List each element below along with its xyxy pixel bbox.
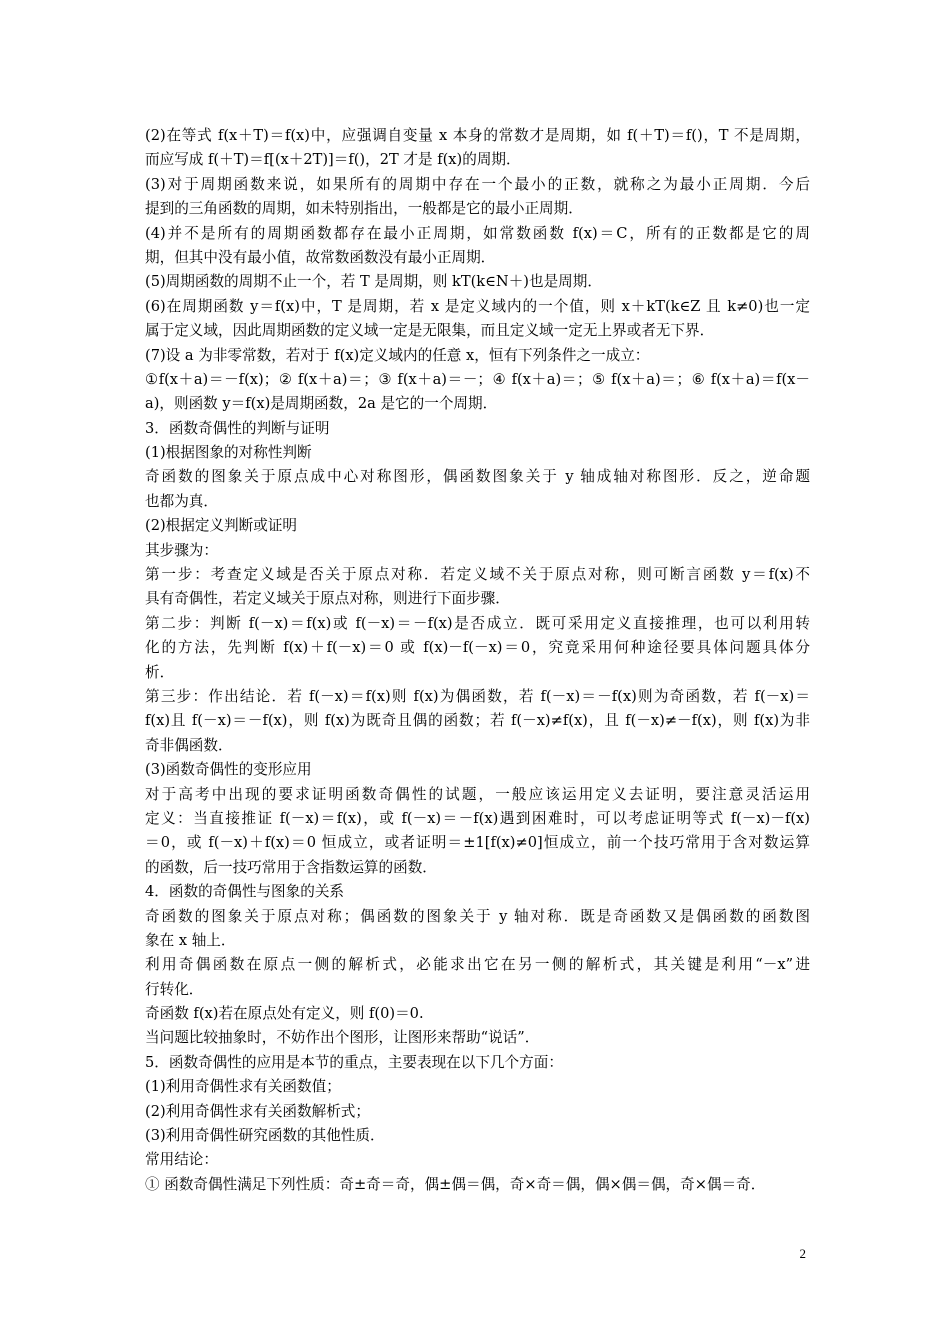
text-line: (6)在周期函数 y＝f(x)中，T 是周期，若 x 是定义域内的一个值，则 x＋kT(k∈Z 且 k≠0)也一定 xyxy=(145,297,810,315)
text-line: (2)在等式 f(x＋T)＝f(x)中，应强调自变量 x 本身的常数才是周期，如 f(＋T)＝f()，T 不是周期， xyxy=(145,127,810,144)
page-number: 2 xyxy=(799,1246,806,1261)
text-line: 其步骤为： xyxy=(145,541,218,559)
text-line: 对于高考中出现的要求证明函数奇偶性的试题，一般应该运用定义去证明，要注意灵活运用 xyxy=(145,785,810,803)
text-line: 奇函数的图象关于原点对称；偶函数的图象关于 y 轴对称．既是奇函数又是偶函数的函数图 xyxy=(145,907,810,925)
text-line: 第三步：作出结论．若 f(－x)＝f(x)则 f(x)为偶函数，若 f(－x)＝－f(x)则为奇函数，若 f(－x)＝ xyxy=(145,687,810,705)
text-line: 当问题比较抽象时，不妨作出个图形，让图形来帮助“说话”． xyxy=(145,1029,540,1047)
text-line: 奇函数 f(x)若在原点处有定义，则 f(0)＝0. xyxy=(145,1005,424,1023)
text-line: 奇函数的图象关于原点成中心对称图形，偶函数图象关于 y 轴成轴对称图形．反之，逆命题 xyxy=(145,468,810,486)
text-line: 第二步：判断 f(－x)＝f(x)或 f(－x)＝－f(x)是否成立．既可采用定义直接推理，也可以利用转 xyxy=(145,614,810,632)
text-line: (7)设 a 为非零常数，若对于 f(x)定义域内的任意 x，恒有下列条件之一成立： xyxy=(145,346,650,364)
text-line: 析． xyxy=(145,663,175,681)
text-line: (3)对于周期函数来说，如果所有的周期中存在一个最小的正数，就称之为最小正周期．今后 xyxy=(145,175,810,193)
text-line: 而应写成 f(＋T)＝f[(x＋2T)]＝f()，2T 才是 f(x)的周期． xyxy=(145,151,521,169)
text-line: 属于定义域，因此周期函数的定义域一定是无限集，而且定义域一定无上界或者无下界． xyxy=(145,322,715,340)
text-line: 具有奇偶性，若定义域关于原点对称，则进行下面步骤． xyxy=(145,590,510,608)
text-line: 第一步：考查定义域是否关于原点对称．若定义域不关于原点对称，则可断言函数 y＝f(x)不 xyxy=(145,566,810,584)
text-line: (2)利用奇偶性求有关函数解析式； xyxy=(145,1102,370,1120)
text-line: 化的方法，先判断 f(x)＋f(－x)＝0 或 f(x)－f(－x)＝0，究竟采用何种途径要具体问题具体分 xyxy=(145,639,810,657)
text-line: (1)根据图象的对称性判断 xyxy=(145,444,312,462)
text-line: a)，则函数 y＝f(x)是周期函数，2a 是它的一个周期． xyxy=(145,395,498,413)
text-line: 常用结论： xyxy=(145,1151,218,1169)
text-line: 提到的三角函数的周期，如未特别指出，一般都是它的最小正周期． xyxy=(145,200,583,218)
text-line: 行转化． xyxy=(145,980,204,998)
text-line: ＝0，或 f(－x)＋f(x)＝0 恒成立，或者证明＝±1[f(x)≠0]恒成立，前一个技巧常用于含对数运算 xyxy=(145,834,810,852)
text-line: 4．函数的奇偶性与图象的关系 xyxy=(145,883,345,901)
text-line: (3)利用奇偶性研究函数的其他性质． xyxy=(145,1127,385,1145)
text-line: 利用奇偶函数在原点一侧的解析式，必能求出它在另一侧的解析式，其关键是利用“－x”进 xyxy=(145,956,810,974)
text-line: ①f(x＋a)＝－f(x)；② f(x＋a)＝；③ f(x＋a)＝－；④ f(x＋a)＝；⑤ f(x＋a)＝；⑥ f(x＋a)＝f(x－ xyxy=(145,370,810,388)
text-line: 期，但其中没有最小值，故常数函数没有最小正周期． xyxy=(145,248,496,266)
text-line: 定义：当直接推证 f(－x)＝f(x)，或 f(－x)＝－f(x)遇到困难时，可以考虑证明等式 f(－x)－f(x) xyxy=(145,809,810,827)
text-line: (5)周期函数的周期不止一个，若 T 是周期，则 kT(k∈N＋)也是周期． xyxy=(145,273,602,291)
text-line: 5．函数奇偶性的应用是本节的重点，主要表现在以下几个方面： xyxy=(145,1053,563,1071)
text-line: f(x)且 f(－x)＝－f(x)，则 f(x)为既奇且偶的函数；若 f(－x)≠f(x)，且 f(－x)≠－f(x)，则 f(x)为非 xyxy=(145,712,810,730)
document-body xyxy=(145,124,810,1197)
text-line: 也都为真． xyxy=(145,492,218,510)
text-line: (4)并不是所有的周期函数都存在最小正周期，如常数函数 f(x)＝C，所有的正数都是它的周 xyxy=(145,224,810,242)
text-line: 3．函数奇偶性的判断与证明 xyxy=(145,419,330,437)
text-line: 奇非偶函数． xyxy=(145,736,233,754)
text-line: (2)根据定义判断或证明 xyxy=(145,517,298,535)
text-line: ① 函数奇偶性满足下列性质：奇±奇＝奇，偶±偶＝偶，奇×奇＝偶，偶×偶＝偶，奇×偶＝奇． xyxy=(145,1175,766,1193)
text-line: (3)函数奇偶性的变形应用 xyxy=(145,761,312,779)
text-line: 的函数，后一技巧常用于含指数运算的函数． xyxy=(145,858,437,876)
text-line: 象在 x 轴上． xyxy=(145,931,236,949)
text-line: (1)利用奇偶性求有关函数值； xyxy=(145,1078,341,1096)
